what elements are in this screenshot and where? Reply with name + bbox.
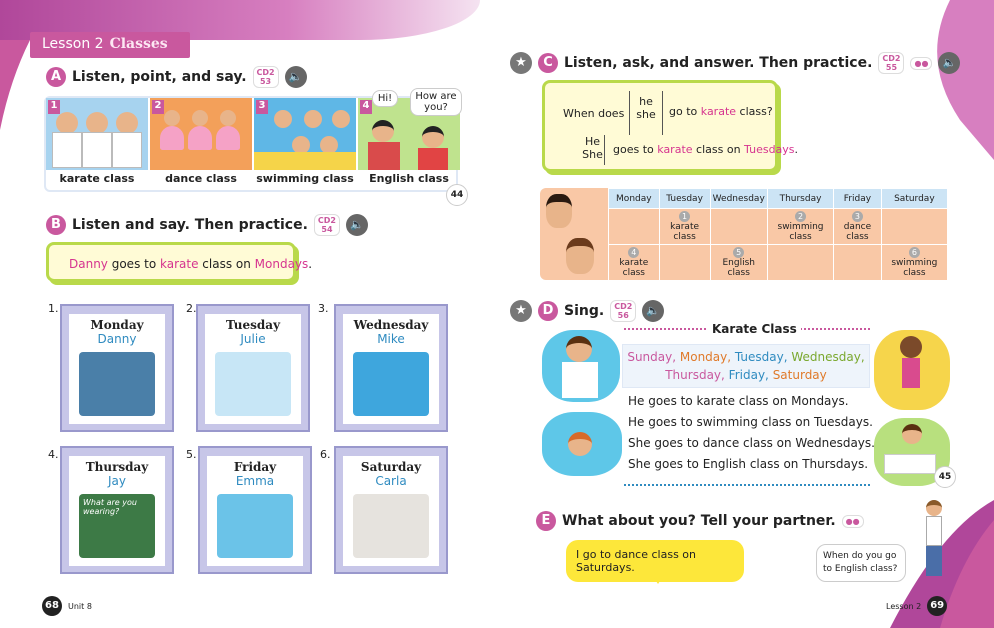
card-number: 2. [186,302,197,315]
cell-number: 3 [852,211,863,222]
answer-part: class on [696,143,741,156]
panel-label: karate class [59,172,135,185]
speech-bubble-left: I go to dance class on Saturdays. [566,540,744,582]
speech-bubble-right: When do you go to English class? [816,544,906,582]
dancer-girl-illustration [874,330,950,410]
cd-track-icon[interactable]: CD2 53 [253,66,279,88]
question-activity: karate [700,105,737,118]
schedule-cell [834,245,882,281]
question-end [669,105,773,118]
card-number: 6. [320,448,331,461]
karate-boy-illustration [542,330,620,402]
pronoun-he: he [639,95,653,108]
schedule-cell [767,209,833,245]
pronoun-he: He [584,135,601,148]
speaker-icon[interactable]: 🔈 [285,66,307,88]
chalkboard-text: What are you wearing? [83,498,137,516]
swimmer-illustration [217,494,293,558]
day-header: Tuesday [659,189,710,209]
ballet-illustration [215,352,291,416]
question-start: When does [563,107,625,120]
section-e-heading [536,511,864,531]
schedule-cell [834,209,882,245]
star-icon: ★ [510,300,532,322]
model-activity: karate [160,257,199,271]
song-day: Thursday, [665,368,725,382]
cd-track-icon[interactable]: CD2 54 [314,214,340,236]
day-header: Monday [609,189,660,209]
model-sentence [46,242,313,282]
section-b-letter: B [46,215,66,235]
schedule-cell [767,245,833,281]
song-lyric: He goes to swimming class on Tuesdays. [628,415,873,429]
panel-number: 3 [256,100,268,114]
pair-work-icon: ●● [910,57,932,70]
section-a-heading [46,66,307,88]
sticker-icon[interactable]: 44 [446,184,468,206]
speaker-icon[interactable]: 🔈 [642,300,664,322]
chalkboard-illustration [79,494,155,558]
answer-day: Tuesdays [744,143,795,156]
card-number: 5. [186,448,197,461]
question-text: class? [739,105,773,118]
speech-bubble: Hi! [372,90,398,107]
karate-illustration [79,352,155,416]
lesson-title: Classes [109,36,168,52]
song-day: Sunday, [627,350,677,364]
cd-track-icon[interactable]: CD2 56 [610,300,636,322]
model-name: Danny [69,257,108,271]
card-name: Julie [240,332,266,346]
swimming-illustration [353,352,429,416]
unit-label: Unit 8 [68,601,92,611]
song-day: Wednesday, [791,350,865,364]
schedule-cell [609,245,660,281]
song-day: Saturday [772,368,827,382]
section-c-heading [510,52,960,74]
day-header: Thursday [767,189,833,209]
song-lyric: He goes to karate class on Mondays. [628,394,849,408]
practice-card[interactable] [60,304,174,432]
song-day: Friday, [728,368,769,382]
song-day: Monday, [679,350,732,364]
sticker-icon[interactable]: 45 [934,466,956,488]
pair-work-icon: ●● [842,515,864,528]
model-text: goes to [107,257,160,271]
section-b-heading [46,214,368,236]
vocab-strip [44,96,458,192]
swimmer-boy-illustration [542,412,622,476]
section-b-title: Listen and say. Then practice. [72,217,308,233]
panel-label: dance class [165,172,237,185]
bubble-tail [650,572,666,584]
panel-number: 2 [152,100,164,114]
card-day: Saturday [360,460,422,474]
panel-number: 4 [360,100,372,114]
answer-text [613,143,798,156]
lesson-label: Lesson 2 [42,36,104,52]
section-d-title: Sing. [564,303,605,319]
page-number: 68 [42,596,62,616]
model-day: Mondays [254,257,309,271]
lesson-banner [30,32,190,58]
schedule-cell [710,209,767,245]
cell-text: swimming class [891,258,938,278]
cell-text: karate class [670,222,700,242]
practice-card[interactable] [60,446,174,574]
girl-jumping-rope-illustration [914,500,954,590]
card-name: Mike [377,332,405,346]
answer-part: goes to [613,143,654,156]
cell-number: 5 [733,247,744,258]
answer-part: . [794,143,799,156]
question-text: go to [669,105,698,118]
schedule-cell [659,245,710,281]
song-day: Tuesday, [734,350,788,364]
practice-card[interactable] [334,304,448,432]
cell-number: 6 [909,247,920,258]
speech-bubble: How are you? [410,88,462,116]
practice-card[interactable] [198,446,312,574]
star-icon: ★ [510,52,532,74]
cell-number: 1 [679,211,690,222]
pronoun-she: she [636,108,656,121]
card-number: 1. [48,302,59,315]
panel-label: English class [369,172,449,185]
song-lyric: She goes to English class on Thursdays. [628,457,869,471]
panel-karate[interactable] [46,98,148,170]
pronoun-she: She [582,148,603,161]
cell-text: English class [722,258,755,278]
day-header: Saturday [881,189,947,209]
model-text: class on [198,257,255,271]
section-a-letter: A [46,67,66,87]
day-header: Wednesday [710,189,767,209]
song-lyric: She goes to dance class on Wednesdays. [628,436,875,450]
card-day: Friday [233,460,277,474]
panel-dance[interactable] [150,98,252,170]
section-a-title: Listen, point, and say. [72,69,247,85]
speaker-icon[interactable]: 🔈 [938,52,960,74]
lesson-footer-label: Lesson 2 [886,601,922,611]
cell-text: dance class [843,222,872,242]
cell-text: karate class [619,258,649,278]
question-frame [542,80,799,172]
schedule-cell [710,245,767,281]
cell-number: 2 [795,211,806,222]
speaker-icon[interactable]: 🔈 [346,214,368,236]
panel-label: swimming class [256,172,354,185]
answer-activity: karate [657,143,693,156]
practice-card[interactable] [334,446,448,574]
page-number: 69 [927,596,947,616]
panel-swimming[interactable] [254,98,356,170]
day-header: Friday [834,189,882,209]
song-border [624,484,870,486]
section-e-letter: E [536,511,556,531]
card-number: 4. [48,448,59,461]
card-day: Wednesday [353,318,429,332]
song-title: Karate Class [708,322,801,336]
section-e-title: What about you? Tell your partner. [562,513,836,529]
card-number: 3. [318,302,329,315]
practice-card[interactable] [196,304,310,432]
schedule-table [608,188,948,281]
footer-left [42,596,92,616]
section-d-letter: D [538,301,558,321]
card-day: Monday [90,318,144,332]
schedule-cell [881,245,947,281]
left-decoration [0,40,30,340]
card-name: Emma [235,474,275,488]
card-day: Thursday [85,460,149,474]
card-name: Jay [108,474,126,488]
panel-number: 1 [48,100,60,114]
section-c-letter: C [538,53,558,73]
footer-right [886,596,947,616]
schedule-cell [881,209,947,245]
ballet-barre-illustration [353,494,429,558]
section-c-title: Listen, ask, and answer. Then practice. [564,55,873,71]
cd-track-icon[interactable]: CD2 55 [878,52,904,74]
card-day: Tuesday [225,318,281,332]
model-text: . [308,257,313,271]
cell-number: 4 [628,247,639,258]
card-name: Danny [97,332,137,346]
cell-text: swimming class [777,222,824,242]
card-name: Carla [375,474,407,488]
schedule-cell [659,209,710,245]
schedule-cell [609,209,660,245]
days-box [622,344,870,388]
kids-photo [540,188,610,280]
section-d-heading [510,300,664,322]
